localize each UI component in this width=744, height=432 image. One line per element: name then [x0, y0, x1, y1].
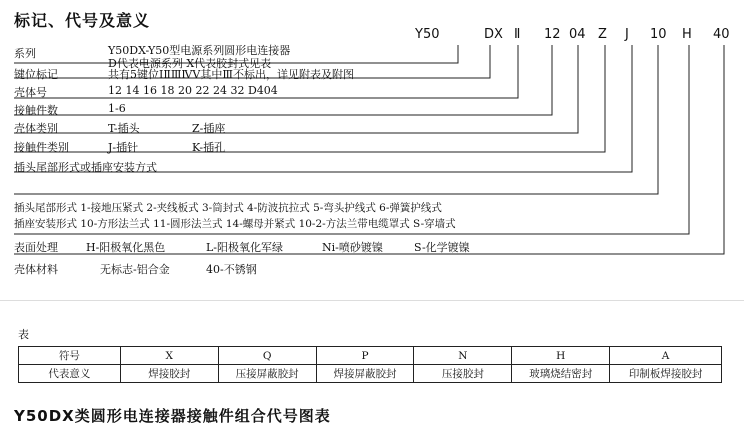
material-40: 40-不锈钢	[206, 263, 257, 276]
table-cell: N	[414, 347, 512, 365]
code-key: Ⅱ	[514, 27, 521, 42]
table-cell: 压接胶封	[414, 365, 512, 383]
key-desc: 共有5键位ⅠⅡⅢⅣⅤ其中Ⅲ不标出，详见附表及附图	[108, 68, 354, 81]
table-cell: 代表意义	[19, 365, 121, 383]
surface-label: 表面处理	[14, 241, 58, 254]
contacts-desc: 1-6	[108, 102, 126, 115]
code-tail: 10	[650, 27, 667, 42]
surface-h: H-阳极氧化黑色	[86, 241, 166, 254]
contact-type-label: 接触件类别	[14, 141, 69, 154]
shell-no-desc: 12 14 16 18 20 22 24 32 D404	[108, 84, 278, 97]
material-none: 无标志-铝合金	[100, 263, 170, 276]
tail-row-socket: 插座安装形式 10-方形法兰式 11-圆形法兰式 14-螺母并紧式 10-2-方法兰带电缆罩式 S-穿墙式	[14, 218, 456, 230]
contact-type-j: J-插针	[108, 141, 139, 154]
code-contacts: 04	[569, 27, 586, 42]
table-cell: X	[120, 347, 218, 365]
code-material: 40	[713, 27, 730, 42]
code-surface: H	[682, 27, 692, 42]
shell-no-label: 壳体号	[14, 86, 47, 99]
table-cell: Q	[218, 347, 316, 365]
footer-title: Y50DX类圆形电连接器接触件组合代号图表	[14, 407, 331, 425]
table-cell: 焊接胶封	[120, 365, 218, 383]
shell-type-label: 壳体类别	[14, 122, 58, 135]
contacts-label: 接触件数	[14, 104, 58, 117]
table-caption: 表	[18, 328, 29, 341]
series-desc-2: D代表电源系列 X代表胶封式见表	[108, 57, 272, 70]
table-cell: 符号	[19, 347, 121, 365]
section-divider	[0, 300, 744, 301]
code-dx: DX	[484, 27, 503, 42]
code-shell-no: 12	[544, 27, 561, 42]
material-label: 壳体材料	[14, 263, 58, 276]
code-shell-type: Z	[598, 27, 607, 42]
surface-ni: Ni-喷砂镀镍	[322, 241, 383, 254]
table-cell: 焊接屏蔽胶封	[316, 365, 414, 383]
table-meaning-row	[19, 365, 722, 383]
shell-type-t: T-插头	[108, 122, 140, 135]
table-cell: H	[512, 347, 610, 365]
code-y50: Y50	[415, 27, 440, 42]
table-cell: A	[610, 347, 722, 365]
seal-type-table	[18, 346, 722, 383]
tail-row-plug: 插头尾部形式 1-接地压紧式 2-夹线板式 3-筒封式 4-防波抗拉式 5-弯头护线式 6-弹簧护线式	[14, 202, 442, 214]
page-title: 标记、代号及意义	[14, 11, 151, 30]
table-header-row	[19, 347, 722, 365]
tail-label: 插头尾部形式或插座安装方式	[14, 161, 157, 174]
contact-type-k: K-插孔	[192, 141, 226, 154]
table-cell: 玻璃烧结密封	[512, 365, 610, 383]
code-contact-type: J	[625, 27, 629, 42]
surface-l: L-阳极氧化军绿	[206, 241, 284, 254]
shell-type-z: Z-插座	[192, 122, 226, 135]
series-desc-1: Y50DX-Y50型电源系列圆形电连接器	[108, 44, 291, 57]
series-label: 系列	[14, 47, 36, 60]
surface-s: S-化学镀镍	[414, 241, 470, 254]
key-label: 键位标记	[14, 68, 58, 81]
table-cell: 印制板焊接胶封	[610, 365, 722, 383]
table-cell: 压接屏蔽胶封	[218, 365, 316, 383]
table-cell: P	[316, 347, 414, 365]
